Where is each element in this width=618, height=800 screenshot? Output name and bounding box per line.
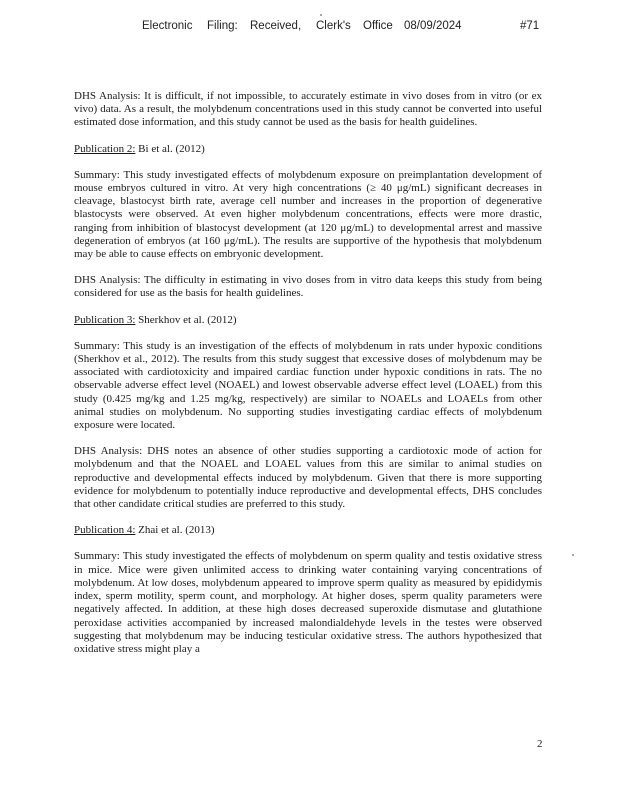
header-word: Received, <box>250 20 302 32</box>
header-doc-number: #71 <box>520 20 540 32</box>
header-word: Office <box>363 20 393 32</box>
header-word: Electronic <box>142 20 193 32</box>
publication-label: Publication 4: <box>74 524 136 537</box>
page-number: 2 <box>537 738 543 750</box>
paragraph: Summary: This study investigated effects of molybdenum exposure on preimplantation development of mouse embryos cultured in vitro. At very high concentrations (≥ 40 μg/mL) significant decreases in cleavage, blastocyst birth rate, average cell number and increases in the proportion of degenerative blastocysts were observed. At even higher molybdenum concentrations, effects were more drastic, ranging from inhibition of blastocyst development (at 120 μg/mL) to developmental arrest and massive degeneration of embryos (at 160 μg/mL). The results are supportive of the hypothesis that molybdenum may be able to cause effects on embryonic development. <box>74 168 542 261</box>
publication-reference: Bi et al. (2012) <box>135 142 205 155</box>
publication-reference: Sherkhov et al. (2012) <box>135 313 237 326</box>
publication-heading <box>74 314 542 327</box>
paragraph: DHS Analysis: It is difficult, if not impossible, to accurately estimate in vivo doses from in vitro (or ex vivo) data. As a result, the molybdenum concentrations used in this study cannot be converted into useful estimated dose information, and this study cannot be used as the basis for health guidelines. <box>74 90 542 129</box>
publication-label: Publication 2: <box>74 142 136 155</box>
filing-header <box>0 20 618 36</box>
header-word: Filing: <box>207 20 238 32</box>
publication-label: Publication 3: <box>74 313 136 326</box>
header-word: Clerk's <box>316 20 351 32</box>
header-date: 08/09/2024 <box>404 20 462 32</box>
scan-speck <box>572 554 574 556</box>
paragraph: Summary: This study investigated the effects of molybdenum on sperm quality and testis oxidative stress in mice. Mice were given unlimited access to drinking water containing varying concentrations of molybdenum. At low doses, molybdenum appeared to improve sperm quality as measured by epididymis index, sperm motility, sperm count, and morphology. At higher doses, sperm quality parameters were negatively affected. In addition, at these high doses decreased superoxide dismutase and glutathione peroxidase activities accompanied by increased malondialdehyde levels in the testes were observed suggesting that molybdenum may be inducing testicular oxidative stress. The authors hypothesized that oxidative stress might play a <box>74 550 542 655</box>
paragraph: DHS Analysis: DHS notes an absence of other studies supporting a cardiotoxic mode of action for molybdenum and that the NOAEL and LOAEL values from this are similar to animal studies on reproductive and developmental effects induced by molybdenum. Given that there is more supporting evidence for molybdenum to potentially induce reproductive and developmental effects, DHS concludes that other candidate critical studies are preferred to this study. <box>74 445 542 511</box>
paragraph: Summary: This study is an investigation of the effects of molybdenum in rats under hypoxic conditions (Sherkhov et al., 2012). The results from this study suggest that excessive doses of molybdenum may be associated with cardiotoxicity and impaired cardiac function under hypoxic conditions in rats. The no observable adverse effect level (NOAEL) and lowest observable adverse effect level (LOAEL) from this study (0.425 mg/kg and 1.25 mg/kg, respectively) are similar to NOAELs and LOAELs from other animal studies on molybdenum. No supporting studies investigating cardiac effects of molybdenum exposure were located. <box>74 339 542 432</box>
publication-reference: Zhai et al. (2013) <box>135 524 215 537</box>
publication-heading <box>74 143 542 156</box>
document-body <box>74 90 542 669</box>
scan-speck <box>320 14 322 16</box>
paragraph: DHS Analysis: The difficulty in estimating in vivo doses from in vitro data keeps this study from being considered for use as the basis for health guidelines. <box>74 274 542 300</box>
publication-heading <box>74 524 542 537</box>
